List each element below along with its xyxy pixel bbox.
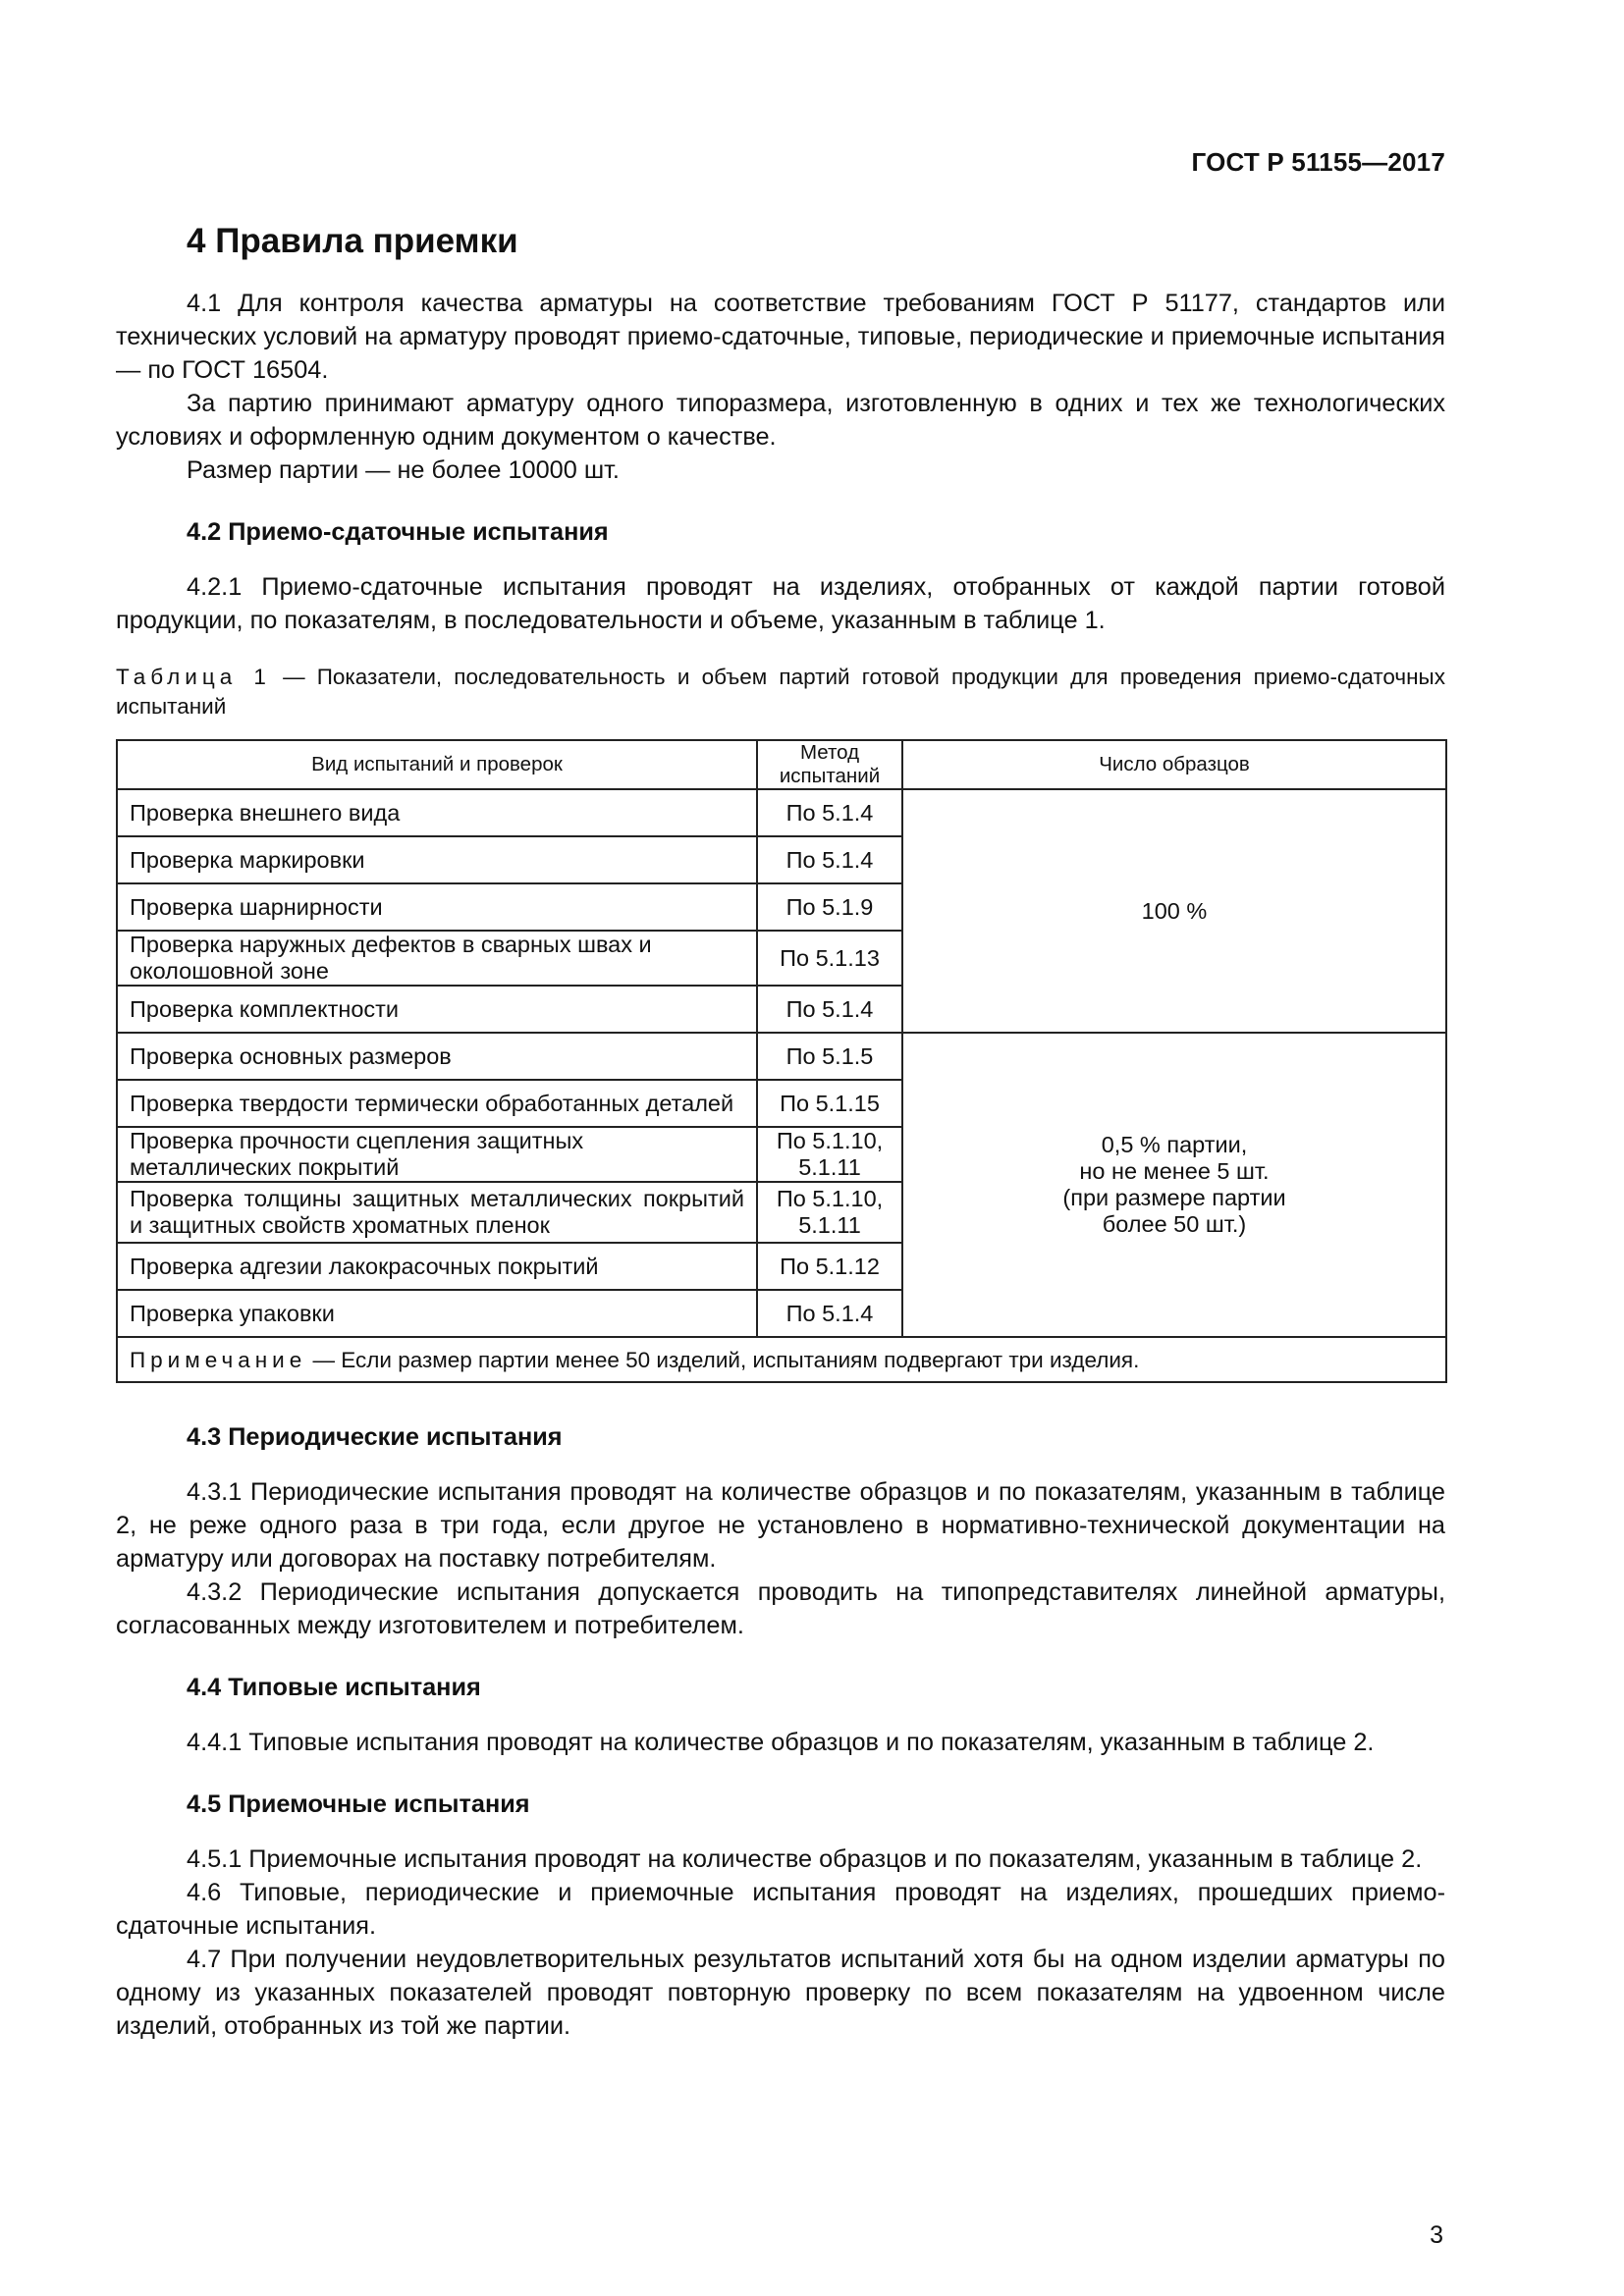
table-note [117,1337,1446,1382]
samples-line: 0,5 % партии, [1101,1132,1248,1157]
cell-method: По 5.1.10, 5.1.11 [757,1182,902,1243]
cell-method: По 5.1.4 [757,1290,902,1337]
table-note-row [117,1337,1446,1382]
table-note-text: — Если размер партии менее 50 изделий, испытаниям подвергают три изделия. [306,1347,1140,1372]
paragraph-4-5-1: 4.5.1 Приемочные испытания проводят на количестве образцов и по показателям, указанным в таблице 2. [187,1845,1423,1873]
paragraph-batch-size: Размер партии — не более 10000 шт. [187,456,620,484]
table-row [117,789,1446,836]
cell-samples-group-2 [902,1033,1446,1337]
cell-kind: Проверка адгезии лакокрасочных покрытий [117,1243,757,1290]
cell-kind: Проверка толщины защитных металлических покрытий и защитных свойств хроматных пленок [117,1182,757,1243]
cell-kind: Проверка комплектности [117,986,757,1033]
cell-method: По 5.1.10, 5.1.11 [757,1127,902,1182]
cell-kind: Проверка внешнего вида [117,789,757,836]
page-content [116,222,1445,2043]
cell-kind: Проверка твердости термически обработанных деталей [117,1080,757,1127]
table-caption [116,663,1445,721]
samples-line: более 50 шт.) [1102,1211,1247,1237]
paragraph-4-6: 4.6 Типовые, периодические и приемочные испытания проводят на изделиях, прошедших приемо-сдаточные испытания. [116,1879,1445,1940]
subsection-title-4-2: 4.2 Приемо-сдаточные испытания [187,518,609,546]
cell-kind: Проверка шарнирности [117,883,757,931]
cell-method: По 5.1.4 [757,836,902,883]
table-header-row [117,740,1446,789]
subsection-title-4-5: 4.5 Приемочные испытания [187,1790,530,1818]
cell-method: По 5.1.4 [757,986,902,1033]
cell-method: По 5.1.4 [757,789,902,836]
paragraph-4-3-2: 4.3.2 Периодические испытания допускается проводить на типопредставителях линейной арматуры, согласованных между изготовителем и потребителем. [116,1578,1445,1639]
paragraph-4-1: 4.1 Для контроля качества арматуры на соответствие требованиям ГОСТ Р 51177, стандартов или технических условий на арматуру проводят приемо-сдаточные, типовые, периодические и приемочные испытания — по ГОСТ 16504. [116,290,1445,384]
cell-kind: Проверка прочности сцепления защитных металлических покрытий [117,1127,757,1182]
section-title: 4 Правила приемки [187,222,518,260]
page-number: 3 [1430,2221,1443,2249]
header-samples: Число образцов [902,740,1446,789]
cell-method: По 5.1.15 [757,1080,902,1127]
cell-kind: Проверка маркировки [117,836,757,883]
cell-method: По 5.1.12 [757,1243,902,1290]
table-caption-label: Таблица 1 [116,665,271,689]
paragraph-4-7: 4.7 При получении неудовлетворительных результатов испытаний хотя бы на одном изделии арматуры по одному из указанных показателей проводят повторную проверку по всем показателям на удвоенном числе изделий, отобранных из той же партии. [116,1946,1445,2040]
cell-method: По 5.1.13 [757,931,902,986]
paragraph-4-3-1: 4.3.1 Периодические испытания проводят на количестве образцов и по показателям, указанным в таблице 2, не реже одного раза в три года, если другое не установлено в нормативно-технической документации на арматуру или договорах на поставку потребителям. [116,1478,1445,1573]
header-method: Метод испытаний [757,740,902,789]
cell-samples-group-1: 100 % [902,789,1446,1033]
header-kind: Вид испытаний и проверок [117,740,757,789]
document-code: ГОСТ Р 51155—2017 [1191,147,1445,177]
cell-kind: Проверка наружных дефектов в сварных швах и околошовной зоне [117,931,757,986]
cell-method: По 5.1.5 [757,1033,902,1080]
cell-kind: Проверка упаковки [117,1290,757,1337]
cell-method: По 5.1.9 [757,883,902,931]
table-row [117,1033,1446,1080]
cell-kind: Проверка основных размеров [117,1033,757,1080]
paragraph-4-4-1: 4.4.1 Типовые испытания проводят на количестве образцов и по показателям, указанным в таблице 2. [187,1729,1375,1756]
table-note-label: Примечание [130,1347,307,1372]
samples-line: (при размере партии [1062,1185,1286,1210]
subsection-title-4-4: 4.4 Типовые испытания [187,1674,481,1701]
paragraph-4-2-1: 4.2.1 Приемо-сдаточные испытания проводят на изделиях, отобранных от каждой партии готовой продукции, по показателям, в последовательности и объеме, указанным в таблице 1. [116,573,1445,634]
table-caption-text: — Показатели, последовательность и объем партий готовой продукции для проведения приемо-сдаточных испытаний [116,665,1445,719]
subsection-title-4-3: 4.3 Периодические испытания [187,1423,563,1451]
samples-line: но не менее 5 шт. [1079,1158,1270,1184]
paragraph-batch-definition: За партию принимают арматуру одного типоразмера, изготовленную в одних и тех же технологических условиях и оформленную одним документом о качестве. [116,390,1445,451]
acceptance-tests-table [116,739,1447,1383]
